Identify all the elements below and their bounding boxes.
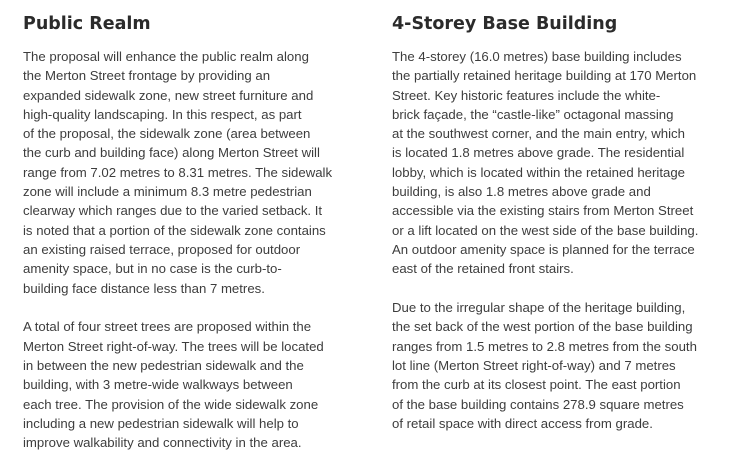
text-line: the Merton Street frontage by providing an: [23, 68, 271, 84]
text-line: The 4-storey (16.0 metres) base building includes: [392, 49, 682, 64]
text-line: range from 7.02 metres to 8.31 metres. The sidewalk: [23, 164, 333, 180]
text-line: the set back of the west portion of the base building: [392, 319, 693, 335]
text-line: zone will include a minimum 8.3 metre pedestrian: [23, 184, 312, 200]
paragraph-gap: [23, 298, 368, 318]
text-line: the curb and building face) along Merton Street will: [23, 145, 320, 161]
text-line: of the base building contains 278.9 square metres: [392, 396, 684, 412]
text-line: from the curb at its closest point. The east portion: [392, 377, 681, 393]
text-line: building, is also 1.8 metres above grade and: [392, 184, 651, 200]
text-line: lot line (Merton Street right-of-way) and 7 metres: [392, 357, 676, 373]
text-line: ranges from 1.5 metres to 2.8 metres from the south: [392, 338, 697, 354]
text-line: lobby, which is located within the retained heritage: [392, 164, 685, 180]
text-line: is noted that a portion of the sidewalk zone contains: [23, 222, 326, 238]
text-line: an existing raised terrace, proposed for outdoor: [23, 241, 301, 257]
text-line: amenity space, but in no case is the curb-to-: [23, 261, 282, 277]
text-line: the partially retained heritage building at 170 Merton: [392, 68, 697, 84]
text-line: each tree. The provision of the wide sidewalk zone: [23, 396, 319, 412]
text-line: east of the retained front stairs.: [392, 261, 574, 277]
text-line: Street. Key historic features include the white-: [392, 87, 661, 103]
text-line: An outdoor amenity space is planned for the terrace: [392, 241, 695, 257]
public-realm-heading: Public Realm: [23, 14, 151, 34]
text-line: accessible via the existing stairs from Merton Street: [392, 203, 694, 219]
text-line: including a new pedestrian sidewalk will help to: [23, 415, 299, 431]
text-line: in between the new pedestrian sidewalk and the: [23, 357, 304, 373]
text-line: Merton Street right-of-way. The trees will be located: [23, 338, 324, 354]
text-line: high-quality landscaping. In this respect, as part: [23, 106, 302, 122]
base-building-heading: 4-Storey Base Building: [392, 14, 618, 34]
text-line: clearway which ranges due to the varied setback. It: [23, 203, 323, 219]
text-line: is located 1.8 metres above grade. The residential: [392, 145, 685, 161]
text-line: brick façade, the “castle-like” octagonal massing: [392, 106, 674, 122]
public-realm-paragraph-1: [23, 47, 368, 298]
text-line: A total of four street trees are proposed within the: [23, 319, 312, 335]
paragraph-gap: [392, 279, 747, 299]
text-line: of retail space with direct access from grade.: [392, 415, 653, 431]
text-line: building face distance less than 7 metres.: [23, 280, 265, 296]
text-line: at the southwest corner, and the main entry, which: [392, 126, 685, 142]
base-building-paragraph-2: [392, 298, 747, 433]
text-line: of the proposal, the sidewalk zone (area between: [23, 126, 311, 142]
text-line: The proposal will enhance the public realm along: [23, 49, 309, 64]
text-line: improve walkability and connectivity in the area.: [23, 435, 302, 451]
text-line: expanded sidewalk zone, new street furniture and: [23, 87, 314, 103]
text-line: Due to the irregular shape of the heritage building,: [392, 300, 686, 316]
text-line: or a lift located on the west side of the base building.: [392, 222, 699, 238]
right-column: [392, 10, 747, 433]
text-line: building, with 3 metre-wide walkways between: [23, 377, 293, 393]
public-realm-paragraph-2: [23, 317, 368, 452]
left-column: [23, 10, 368, 452]
base-building-paragraph-1: [392, 47, 747, 279]
